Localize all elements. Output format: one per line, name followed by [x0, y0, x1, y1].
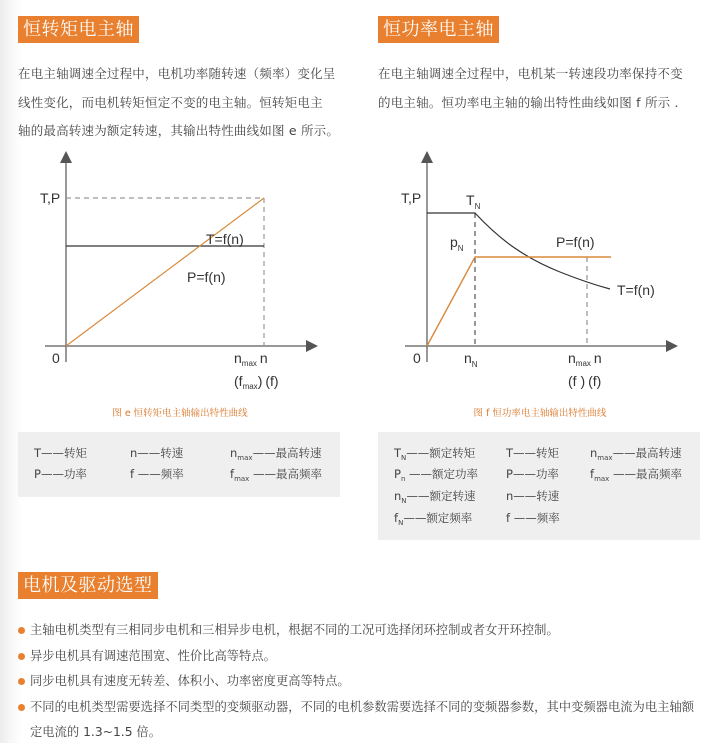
legend-item: n——转速	[506, 489, 560, 503]
description-line: 在电主轴调速全过程中，电机某一转速段功率保持不变	[378, 66, 683, 81]
chart-e-constant-torque	[40, 151, 318, 391]
chart-f-origin-label: 0	[413, 350, 421, 366]
bullet-dot-icon	[18, 627, 25, 634]
chart-f-constant-power	[401, 151, 678, 389]
chart-f-f-label: (f ) (f)	[568, 373, 602, 389]
legend-item: $P_n$ ——额定功率	[394, 467, 479, 483]
legend-item: $n_{max}——$最高转速	[590, 446, 682, 462]
legend-item: P——功率	[506, 467, 559, 481]
chart-f-x-arrow-icon	[666, 340, 678, 352]
figure-f-caption: 图 f 恒功率电主轴输出特性曲线	[473, 408, 607, 419]
description-line: 的电主轴。恒功率电主轴的输出特性曲线如图 f 所示 .	[378, 94, 679, 110]
list-item: 同步电机具有速度无转差、体积小、功率密度更高等特点。	[18, 669, 718, 695]
legend-constant-power	[378, 432, 700, 540]
chart-e-fmax-label: $(f_{max})$ (f)	[234, 373, 279, 391]
legend-item: f ——频率	[130, 467, 184, 481]
chart-f-TN-label: $T_N$	[466, 192, 481, 211]
chart-e-power-line	[66, 198, 264, 346]
chart-f-pN-label: $p_N$	[450, 234, 464, 253]
legend-item: P——功率	[34, 467, 87, 481]
chart-f-torque-curve	[427, 213, 610, 289]
chart-e-nmax-label: $n_{max}$ n	[234, 350, 268, 368]
chart-f-nmax-label: $n_{max}$ n	[568, 350, 602, 368]
chart-f-power-line	[427, 257, 611, 346]
section-title-constant-torque: 恒转矩电主轴	[18, 16, 139, 43]
chart-e-power-label: P=f(n)	[187, 269, 226, 285]
legend-item: f ——频率	[506, 511, 560, 525]
motor-selection-list	[18, 618, 718, 743]
description-line: 线性变化，而电机转矩恒定不变的电主轴。恒转矩电主	[18, 94, 323, 110]
chart-f-torque-label: T=f(n)	[617, 282, 655, 298]
bullet-dot-icon	[18, 653, 25, 660]
chart-f-y-arrow-icon	[421, 151, 433, 163]
bullet-dot-icon	[18, 704, 25, 711]
section-title-constant-power: 恒功率电主轴	[378, 16, 499, 43]
list-item: 主轴电机类型有三相同步电机和三相异步电机，根据不同的工况可选择闭环控制或者女开环控制。	[18, 618, 718, 644]
chart-e-ylabel: T,P	[40, 190, 61, 206]
description-line: 在电主轴调速全过程中，电机功率随转速（频率）变化呈	[18, 66, 336, 81]
legend-item: $n_{max}——$最高转速	[230, 446, 322, 462]
chart-e-y-arrow-icon	[60, 151, 72, 163]
legend-item: $f_{max}$ ——最高频率	[590, 467, 682, 483]
legend-item: $f_N——$额定频率	[394, 511, 473, 527]
legend-item: $n_N——$额定转速	[394, 489, 476, 505]
chart-f-nN-label: $n_N$	[464, 350, 478, 369]
legend-item: n——转速	[130, 446, 184, 460]
chart-e-origin-label: 0	[52, 350, 60, 366]
section-title-motor-selection: 电机及驱动选型	[18, 572, 158, 599]
figure-e-caption: 图 e 恒转矩电主轴输出特性曲线	[112, 408, 248, 419]
chart-e-x-arrow-icon	[306, 340, 318, 352]
chart-f-ylabel: T,P	[401, 190, 422, 206]
list-item: 异步电机具有调速范围宽、性价比高等特点。	[18, 644, 718, 670]
legend-item: T——转矩	[34, 446, 88, 460]
description-line: 轴的最高转速为额定转速，其输出特性曲线如图 e 所示。	[18, 123, 340, 138]
chart-f-power-label: P=f(n)	[556, 234, 595, 250]
list-item: 不同的电机类型需要选择不同类型的变频驱动器，不同的电机参数需要选择不同的变频器参数，其中变频器电流为电主轴额定电流的 1.3~1.5 倍。	[18, 695, 718, 743]
legend-item: $T_N——$额定转矩	[394, 446, 476, 462]
bullet-dot-icon	[18, 678, 25, 685]
chart-e-torque-label: T=f(n)	[206, 231, 244, 247]
legend-constant-torque	[18, 432, 340, 497]
legend-item: T——转矩	[506, 446, 560, 460]
legend-item: $f_{max}$ ——最高频率	[230, 467, 322, 483]
